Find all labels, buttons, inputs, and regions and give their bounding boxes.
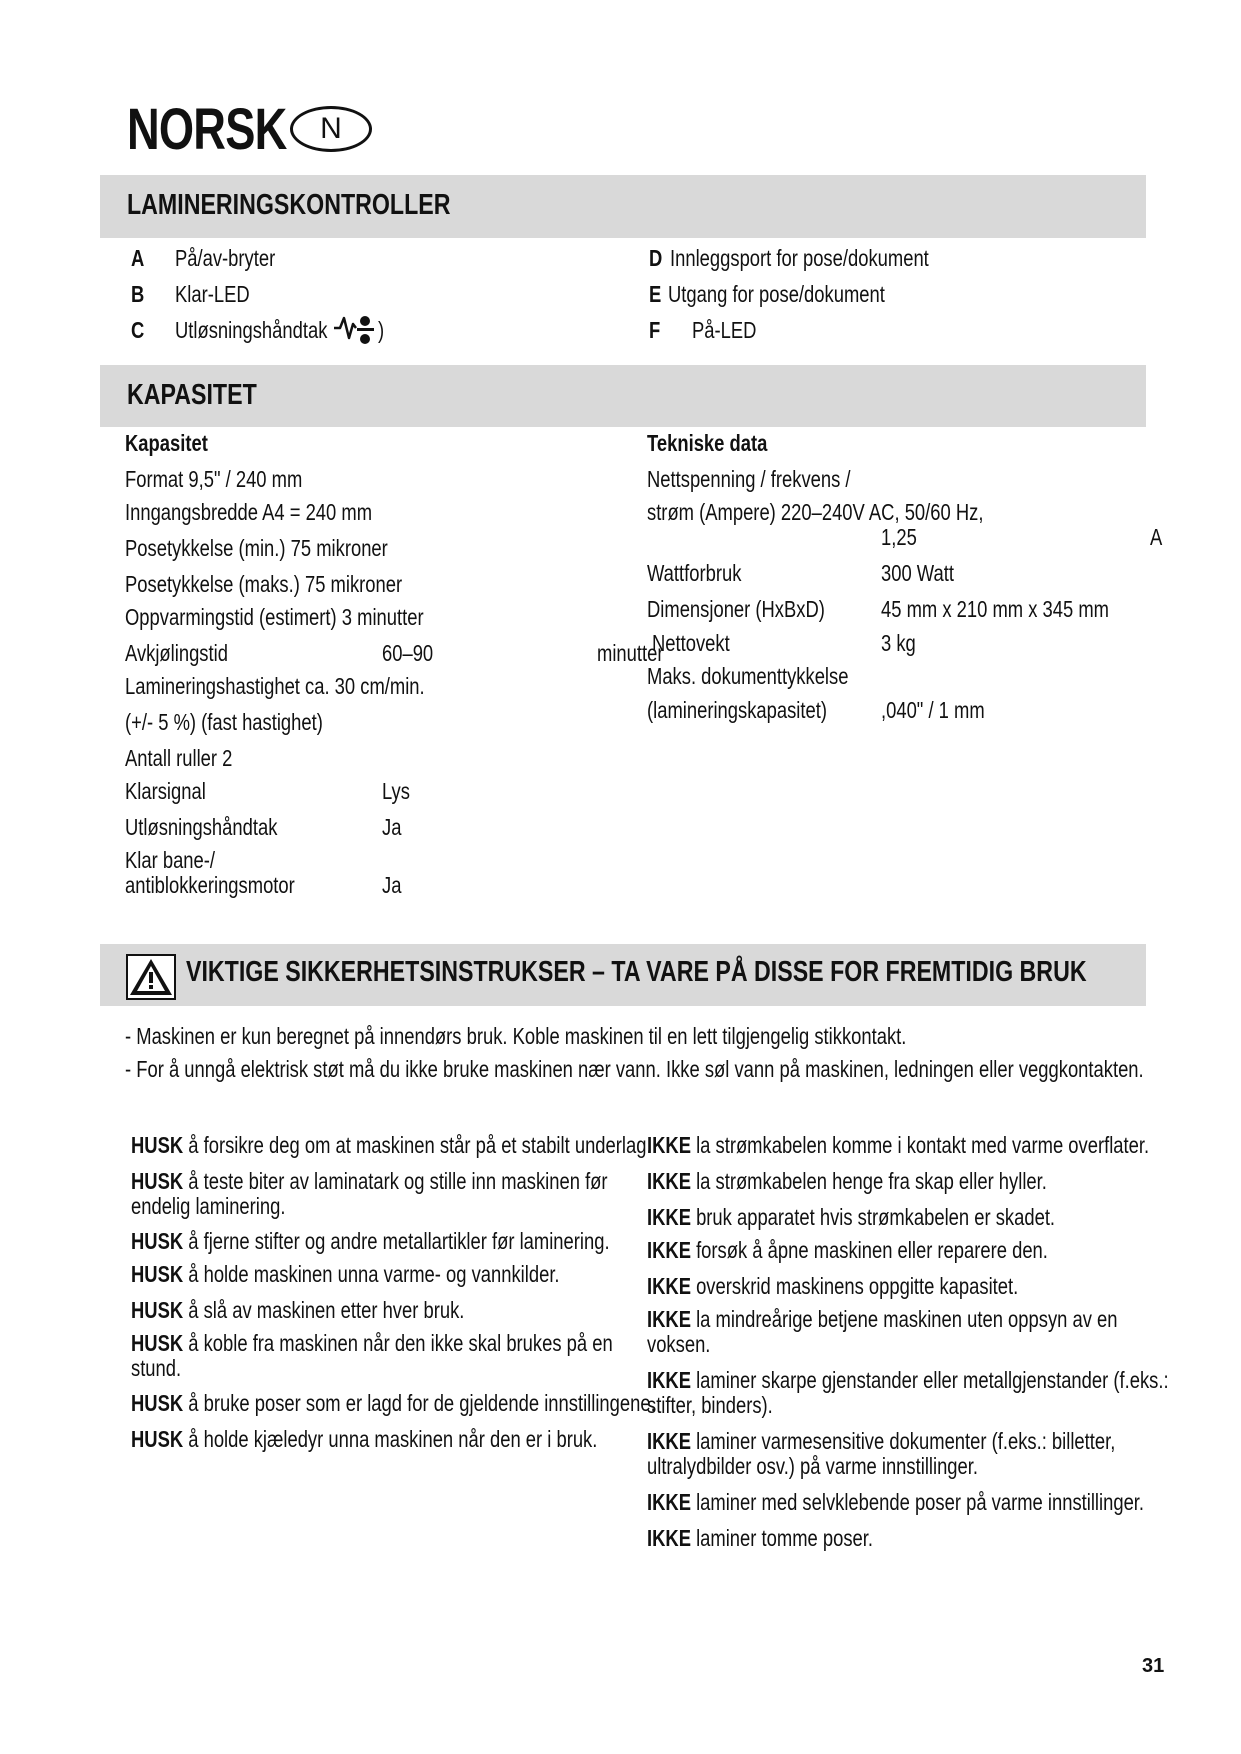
do-item-cont: stund. [131,1355,182,1381]
spec-label: Posetykkelse (min.) 75 mikroner [125,535,388,561]
spec-value: Ja [382,872,402,898]
control-key: E [649,281,662,307]
dont-item-cont: stifter, binders). [647,1392,773,1418]
do-item: HUSK å slå av maskinen etter hver bruk. [131,1297,465,1323]
do-item: HUSK å koble fra maskinen når den ikke skal brukes på en [131,1330,613,1356]
capacity-heading: KAPASITET [127,379,257,411]
controls-heading: LAMINERINGSKONTROLLER [127,189,451,221]
spec-label: (+/- 5 %) (fast hastighet) [125,709,323,735]
spec-label: Avkjølingstid [125,640,228,666]
spec-label: Maks. dokumenttykkelse [647,663,849,689]
spec-value: 300 Watt [881,560,954,586]
dont-item-cont: voksen. [647,1331,711,1357]
control-key: C [131,317,145,343]
spec-label: Format 9,5" / 240 mm [125,466,303,492]
spec-label: Wattforbruk [647,560,742,586]
safety-heading-band [100,944,1146,1006]
dont-item: IKKE laminer skarpe gjenstander eller metallgjenstander (f.eks.: [647,1367,1169,1393]
control-key: B [131,281,145,307]
technical-subtitle: Tekniske data [647,430,768,456]
spec-label: Dimensjoner (HxBxD) [647,596,825,622]
spec-value: Ja [382,814,402,840]
spec-label: strøm (Ampere) 220–240V AC, 50/60 Hz, [647,499,984,525]
spec-label: Utløsningshåndtak [125,814,278,840]
spec-value: 60–90 [382,640,434,666]
warning-icon-frame [126,954,176,1000]
safety-heading: VIKTIGE SIKKERHETSINSTRUKSER – TA VARE PÅ DISSE FOR FREMTIDIG BRUK [186,956,1087,988]
dont-item: IKKE la mindreårige betjene maskinen uten oppsyn av en [647,1306,1118,1332]
spec-label: Antall ruller 2 [125,745,233,771]
dont-item: IKKE laminer med selvklebende poser på varme innstillinger. [647,1489,1145,1515]
spec-label: Inngangsbredde A4 = 240 mm [125,499,373,525]
safety-note: - For å unngå elektrisk støt må du ikke bruke maskinen nær vann. Ikke søl vann på maskinen, ledningen eller veggkontakten. [125,1056,1144,1082]
do-item: HUSK å holde kjæledyr unna maskinen når den er i bruk. [131,1426,598,1452]
control-label: På-LED [692,317,757,343]
dont-item: IKKE overskrid maskinens oppgitte kapasitet. [647,1273,1019,1299]
control-label: Klar-LED [175,281,250,307]
control-label: Utløsningshåndtak [175,317,328,343]
spec-value: Lys [382,778,410,804]
dont-item: IKKE laminer varmesensitive dokumenter (f.eks.: billetter, [647,1428,1116,1454]
control-label-suffix: ) [378,317,385,343]
spec-label: Oppvarmingstid (estimert) 3 minutter [125,604,424,630]
safety-note: - Maskinen er kun beregnet på innendørs bruk. Koble maskinen til en lett tilgjengelig stikkontakt. [125,1023,907,1049]
page-number: 31 [1142,1655,1165,1677]
warning-icon [128,956,174,998]
language-badge: N [290,106,372,152]
do-item: HUSK å holde maskinen unna varme- og vannkilder. [131,1261,560,1287]
release-handle-icon [332,314,378,346]
dont-item-cont: ultralydbilder osv.) på varme innstillinger. [647,1453,979,1479]
do-item-cont: endelig laminering. [131,1193,286,1219]
dont-item: IKKE bruk apparatet hvis strømkabelen er skadet. [647,1204,1056,1230]
spec-unit: minutter [597,640,664,666]
do-item: HUSK å bruke poser som er lagd for de gjeldende innstillingene. [131,1390,656,1416]
dont-item: IKKE la strømkabelen henge fra skap eller hyller. [647,1168,1047,1194]
dont-item: IKKE la strømkabelen komme i kontakt med varme overflater. [647,1132,1150,1158]
page-title: NORSK [127,97,287,162]
spec-value: 45 mm x 210 mm x 345 mm [881,596,1110,622]
spec-value: ,040" / 1 mm [881,697,985,723]
do-item: HUSK å teste biter av laminatark og stille inn maskinen før [131,1168,608,1194]
spec-label: Klarsignal [125,778,206,804]
control-key: A [131,245,145,271]
spec-label: Lamineringshastighet ca. 30 cm/min. [125,673,425,699]
spec-value: 3 kg [881,630,916,656]
spec-label: Nettspenning / frekvens / [647,466,851,492]
control-key: F [649,317,661,343]
spec-label: antiblokkeringsmotor [125,872,295,898]
control-key: D [649,245,663,271]
spec-label: (lamineringskapasitet) [647,697,827,723]
control-label: Utgang for pose/dokument [668,281,885,307]
spec-unit: A [1150,524,1163,550]
control-label: Innleggsport for pose/dokument [670,245,929,271]
dont-item: IKKE forsøk å åpne maskinen eller reparere den. [647,1237,1048,1263]
control-label: På/av-bryter [175,245,276,271]
dont-item: IKKE laminer tomme poser. [647,1525,873,1551]
spec-label: Nettovekt [652,630,730,656]
spec-value: 1,25 [881,524,917,550]
capacity-subtitle: Kapasitet [125,430,208,456]
controls-heading-band [100,175,1146,238]
do-item: HUSK å forsikre deg om at maskinen står på et stabilt underlag. [131,1132,652,1158]
do-item: HUSK å fjerne stifter og andre metallartikler før laminering. [131,1228,610,1254]
spec-label: Klar bane-/ [125,847,216,873]
spec-label: Posetykkelse (maks.) 75 mikroner [125,571,403,597]
capacity-heading-band [100,365,1146,427]
